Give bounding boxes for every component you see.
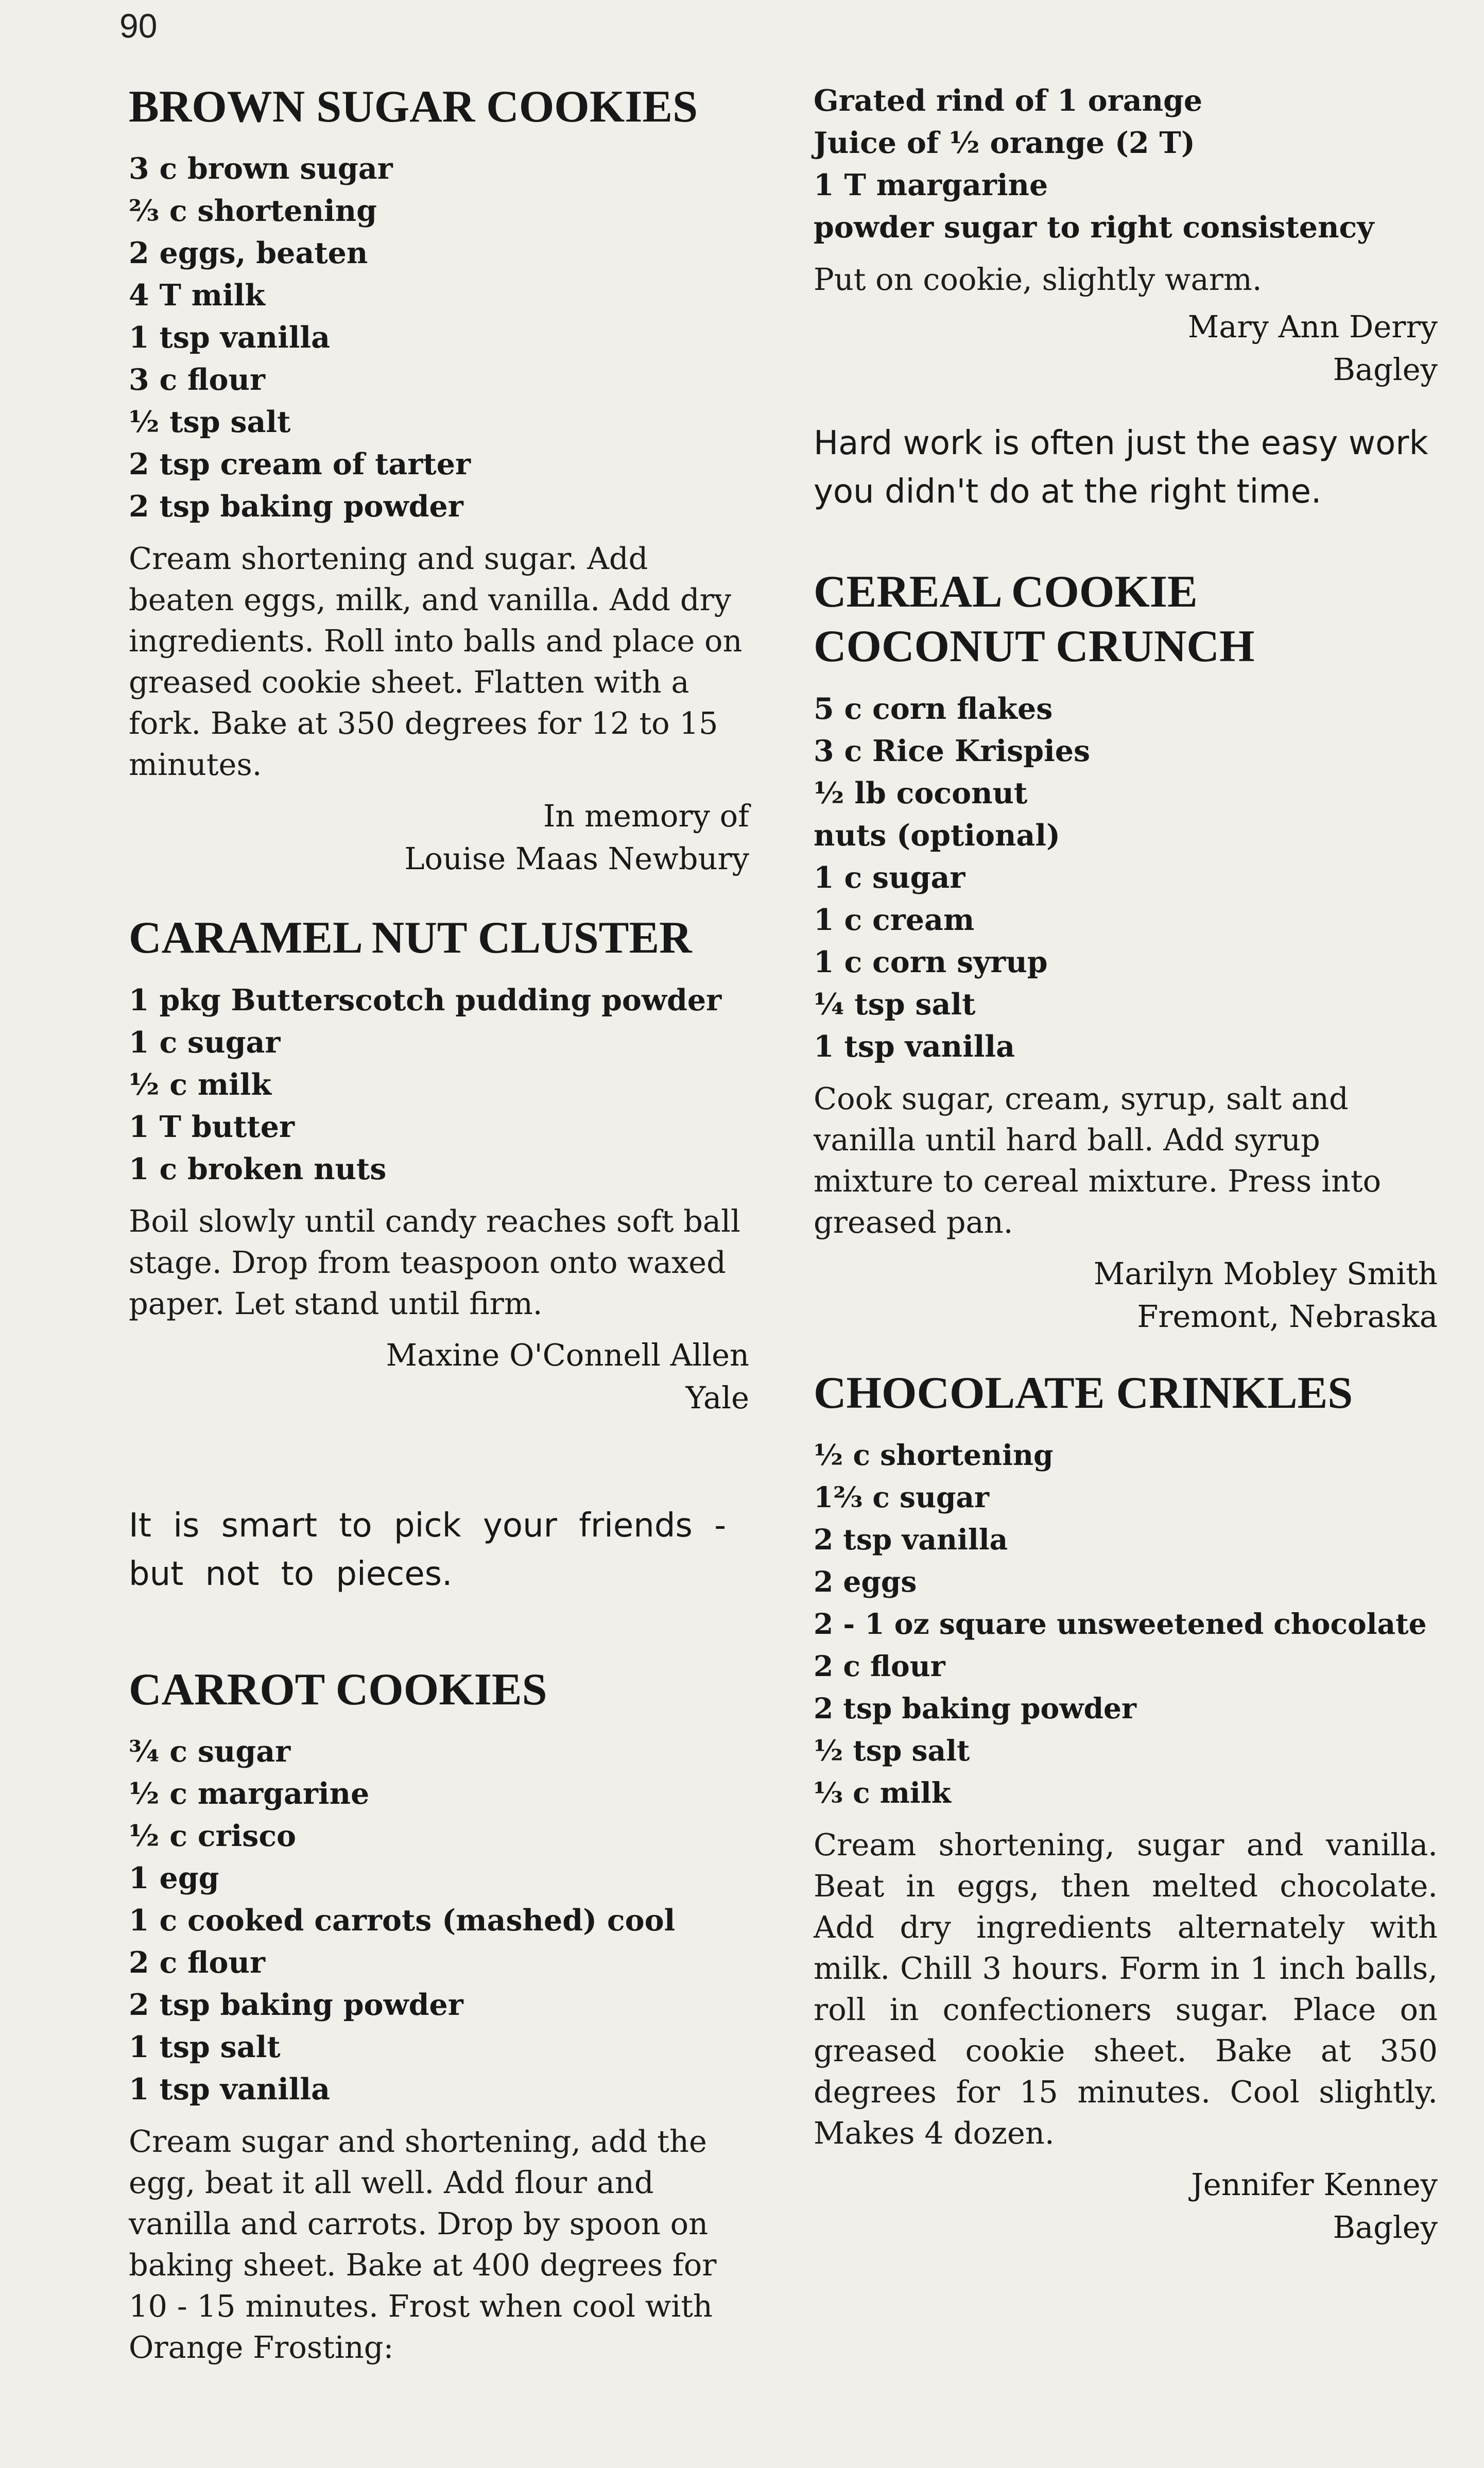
ingredient: 2 - 1 oz square unsweetened chocolate xyxy=(814,1607,1427,1641)
filler-quote: Hard work is often just the easy work you didn't do at the right time. xyxy=(814,424,1428,511)
ingredient: 1 c corn syrup xyxy=(814,944,1048,979)
ingredient: 2 c flour xyxy=(129,1945,265,1980)
ingredient: 2 eggs, beaten xyxy=(129,236,368,271)
ingredient: 1 c sugar xyxy=(129,1025,281,1060)
recipe-instructions: Cream shortening and sugar. Add beaten eggs, milk, and vanilla. Add dry ingredients. Roll into balls and place on greased cookie sheet. Flatten with a fork. Bake at 350 degrees for 12 to 15 minutes. xyxy=(129,541,743,783)
recipe-carrot-cookies xyxy=(129,1663,749,2368)
recipe-instructions: Put on cookie, slightly warm. xyxy=(814,262,1262,297)
ingredient-list xyxy=(814,688,1438,1068)
ingredient: ½ c shortening xyxy=(814,1438,1054,1472)
recipe-title-line2: COCONUT CRUNCH xyxy=(814,622,1255,672)
recipe-credit xyxy=(814,305,1438,391)
recipe-title: CHOCOLATE CRINKLES xyxy=(814,1368,1353,1418)
ingredient: 4 T milk xyxy=(129,278,265,313)
ingredient: ½ lb coconut xyxy=(814,775,1028,810)
ingredient: 2 tsp baking powder xyxy=(129,1988,463,2023)
filler-quote: It is smart to pick your friends - but not to pieces. xyxy=(129,1506,727,1593)
ingredient: 1 c cooked carrots (mashed) cool xyxy=(129,1903,676,1938)
credit-name: Jennifer Kenney xyxy=(1191,2167,1438,2203)
recipe-title xyxy=(814,565,1438,675)
ingredient: 3 c flour xyxy=(129,363,265,398)
ingredient: ½ c milk xyxy=(129,1067,271,1102)
recipe-title-line1: CEREAL COOKIE xyxy=(814,567,1198,617)
ingredient: 5 c corn flakes xyxy=(814,691,1053,726)
credit-name: Maxine O'Connell Allen xyxy=(386,1337,749,1373)
ingredient: 3 c brown sugar xyxy=(129,151,393,186)
recipe-credit xyxy=(814,1252,1438,1338)
ingredient: 1 c cream xyxy=(814,902,975,937)
ingredient-list xyxy=(129,979,749,1190)
ingredient: 3 c Rice Krispies xyxy=(814,733,1091,768)
ingredient: Juice of ½ orange (2 T) xyxy=(814,126,1195,160)
ingredient-list xyxy=(814,80,1438,249)
ingredient: ⅔ c shortening xyxy=(129,194,377,229)
ingredient: ¼ tsp salt xyxy=(814,987,976,1022)
recipe-title: CARAMEL NUT CLUSTER xyxy=(129,913,692,963)
ingredient: ½ tsp salt xyxy=(129,405,291,440)
ingredient: ½ tsp salt xyxy=(814,1734,970,1768)
recipe-instructions: Boil slowly until candy reaches soft ball stage. Drop from teaspoon onto waxed paper. Let stand until firm. xyxy=(129,1203,740,1321)
ingredient: 1 c broken nuts xyxy=(129,1151,387,1186)
ingredient: 1 tsp vanilla xyxy=(129,2072,331,2107)
recipe-instructions: Cook sugar, cream, syrup, salt and vanilla until hard ball. Add syrup mixture to cereal mixture. Press into greased pan. xyxy=(814,1080,1382,1240)
credit-name: In memory of xyxy=(543,798,749,834)
recipe-credit xyxy=(129,1334,749,1419)
recipe-brown-sugar-cookies xyxy=(129,80,749,880)
recipe-caramel-nut-cluster xyxy=(129,911,749,1419)
ingredient-list xyxy=(814,1434,1438,1814)
recipe-instructions: Cream shortening, sugar and vanilla. Beat in eggs, then melted chocolate. Add dry ingredients alternately with milk. Chill 3 hours. Form in 1 inch balls, roll in confectioners sugar. Place on greased cookie sheet. Bake at 350 degrees for 15 minutes. Cool slightly. Makes 4 dozen. xyxy=(814,1827,1438,2151)
ingredient: 2 eggs xyxy=(814,1565,917,1599)
credit-place: Bagley xyxy=(1333,352,1438,387)
ingredient: 1 tsp salt xyxy=(129,2030,281,2065)
ingredient-list xyxy=(129,148,749,528)
credit-place: Yale xyxy=(685,1379,749,1416)
right-column xyxy=(814,80,1438,2249)
ingredient: 2 tsp baking powder xyxy=(129,489,463,524)
page-number: 90 xyxy=(119,7,158,45)
ingredient: 2 tsp vanilla xyxy=(814,1523,1008,1557)
recipe-chocolate-crinkles xyxy=(814,1366,1438,2249)
credit-name: Mary Ann Derry xyxy=(1187,309,1438,344)
orange-frosting xyxy=(814,80,1438,391)
ingredient: ½ c margarine xyxy=(129,1776,370,1811)
recipe-cereal-cookie-coconut-crunch xyxy=(814,565,1438,1338)
left-column xyxy=(129,80,749,2368)
ingredient: 1 c sugar xyxy=(814,860,965,895)
credit-place: Fremont, Nebraska xyxy=(1137,1298,1438,1334)
ingredient: 1 tsp vanilla xyxy=(814,1029,1015,1064)
ingredient: ½ c crisco xyxy=(129,1819,297,1854)
ingredient: 1 egg xyxy=(129,1861,219,1896)
credit-place: Louise Maas Newbury xyxy=(404,841,749,877)
recipe-title: BROWN SUGAR COOKIES xyxy=(129,82,698,132)
ingredient: powder sugar to right consistency xyxy=(814,210,1374,245)
recipe-instructions: Cream sugar and shortening, add the egg, beat it all well. Add flour and vanilla and carrots. Drop by spoon on baking sheet. Bake at 400 degrees for 10 - 15 minutes. Frost when cool with Orange Frosting: xyxy=(129,2124,717,2366)
ingredient: nuts (optional) xyxy=(814,818,1060,853)
ingredient: 1 tsp vanilla xyxy=(129,320,331,355)
ingredient: 2 tsp cream of tarter xyxy=(129,447,471,482)
ingredient: 1 T margarine xyxy=(814,168,1048,202)
ingredient: ¾ c sugar xyxy=(129,1734,291,1769)
ingredient: Grated rind of 1 orange xyxy=(814,83,1203,118)
ingredient: 2 c flour xyxy=(814,1649,945,1683)
ingredient: 1 pkg Butterscotch pudding powder xyxy=(129,982,722,1017)
ingredient-list xyxy=(129,1731,749,2111)
ingredient: ⅓ c milk xyxy=(814,1776,951,1810)
recipe-title: CARROT COOKIES xyxy=(129,1664,547,1715)
ingredient: 1⅔ c sugar xyxy=(814,1480,990,1514)
ingredient: 2 tsp baking powder xyxy=(814,1692,1136,1725)
credit-name: Marilyn Mobley Smith xyxy=(1093,1255,1438,1291)
recipe-credit xyxy=(814,2163,1438,2249)
ingredient: 1 T butter xyxy=(129,1109,295,1144)
credit-place: Bagley xyxy=(1333,2210,1438,2246)
recipe-credit xyxy=(129,795,749,880)
